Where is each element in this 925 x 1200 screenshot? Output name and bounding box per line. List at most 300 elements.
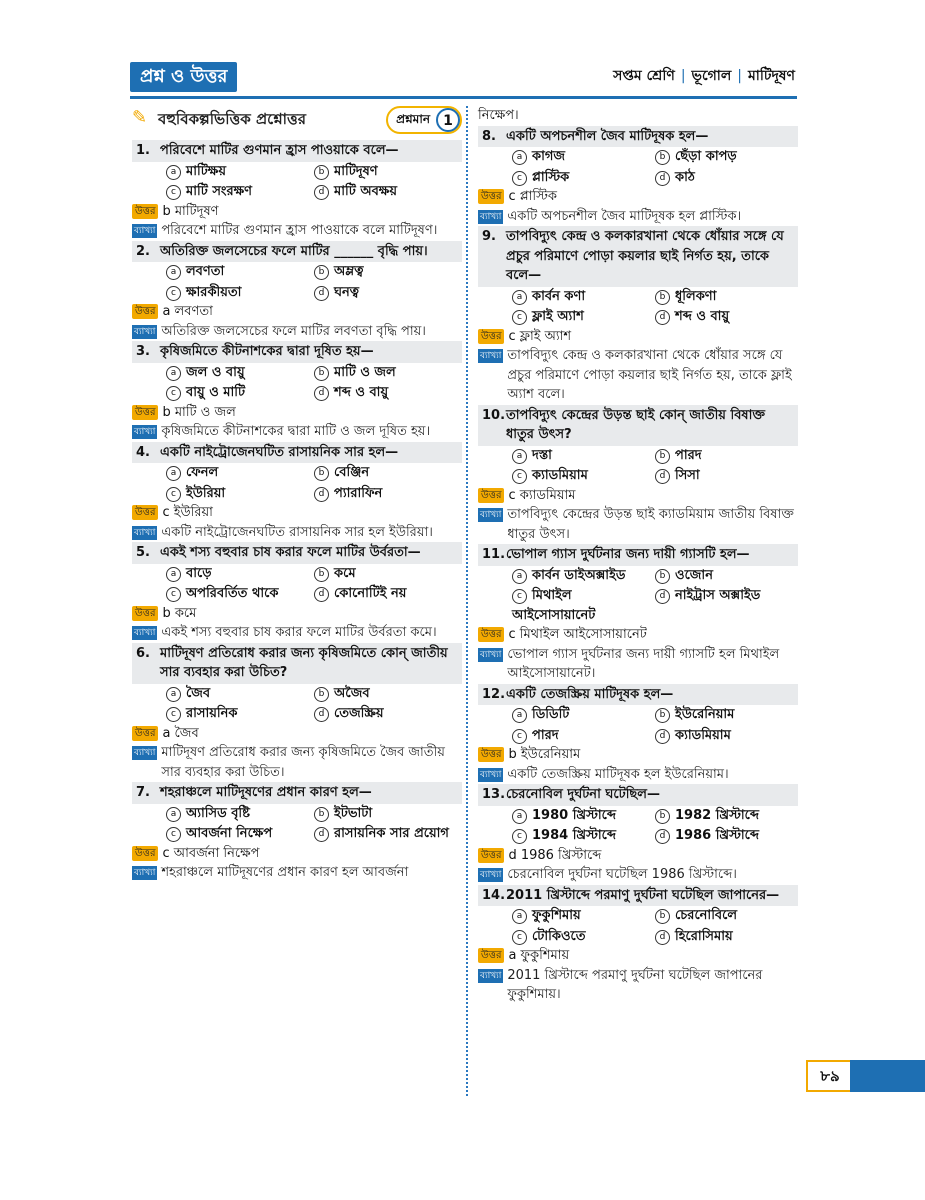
option-text: ক্যাডমিয়াম: [532, 468, 588, 483]
option: [166, 824, 314, 844]
option-letter: d: [655, 171, 670, 186]
option: [166, 262, 314, 282]
question-text: মাটিদূষণ প্রতিরোধ করার জন্য কৃষিজমিতে কোন্ জাতীয় সার ব্যবহার করা উচিত?: [160, 645, 448, 680]
explanation-row: [478, 765, 798, 785]
question-text-row: [132, 341, 462, 363]
answer-badge: উত্তর: [478, 627, 504, 642]
question-number: 12.: [482, 686, 506, 702]
answer-row: [132, 604, 462, 624]
option-letter: c: [166, 386, 181, 401]
explanation-text: পরিবেশে মাটির গুণমান হ্রাস পাওয়াকে বলে মাটিদূষণ।: [161, 223, 438, 238]
option-letter: d: [314, 185, 329, 200]
option: [166, 182, 314, 202]
option: [314, 804, 462, 824]
option-text: দস্তা: [532, 447, 552, 463]
explanation-row: [132, 623, 462, 643]
option-text: ইটভাটা: [334, 805, 373, 821]
question-text: তাপবিদ্যুৎ কেন্দ্রের উড়ন্ত ছাই কোন্ জাতীয় বিষাক্ত ধাতুর উৎস?: [506, 407, 765, 442]
option-letter: a: [512, 150, 527, 165]
option-text: ফেনল: [186, 465, 219, 480]
option: [655, 927, 798, 947]
question-text-row: [132, 140, 462, 162]
option: [512, 446, 655, 466]
question-item: [478, 126, 798, 227]
answer-row: [478, 187, 798, 207]
question-text: অতিরিক্ত জলসেচের ফলে মাটির ______ বৃদ্ধি পায়।: [160, 243, 428, 259]
question-item: [132, 643, 462, 783]
option-text: ফুকুশিমায়: [532, 908, 581, 923]
option-text: ক্ষারকীয়তা: [186, 284, 242, 300]
question-number: 5.: [136, 545, 150, 560]
option-text: জৈব: [186, 685, 211, 701]
question-text-row: [132, 782, 462, 804]
option: [512, 906, 655, 926]
answer-row: [478, 846, 798, 866]
explanation-badge: ব্যাখ্যা: [134, 527, 156, 538]
carry-over-text: নিক্ষেপ।: [478, 108, 519, 123]
question-text: পরিবেশে মাটির গুণমান হ্রাস পাওয়াকে বলে—: [160, 143, 399, 158]
option-letter: c: [166, 487, 181, 502]
option-text: অপরিবর্তিত থাকে: [186, 586, 279, 601]
option: [512, 168, 655, 188]
option-text: জল ও বায়ু: [186, 364, 245, 380]
option-text: অম্লত্ব: [334, 264, 364, 279]
marks-number: 1: [436, 108, 460, 132]
option-text: ক্যাডমিয়াম: [675, 727, 731, 743]
explanation-text: শহরাঞ্চলে মাটিদূষণের প্রধান কারণ হল আবর্জনা: [161, 865, 409, 880]
option: [512, 927, 655, 947]
question-text: একটি নাইট্রোজেনঘটিত রাসায়নিক সার হল—: [160, 444, 399, 460]
explanation-badge: ব্যাখ্যা: [480, 649, 502, 660]
explanation-row: [132, 422, 462, 442]
question-text: একটি অপচনশীল জৈব মাটিদূষক হল—: [506, 128, 709, 144]
option-letter: b: [655, 290, 670, 305]
option-letter: a: [166, 466, 181, 481]
explanation-text: একটি অপচনশীল জৈব মাটিদূষক হল প্লাস্টিক।: [507, 208, 742, 224]
option-letter: c: [512, 589, 527, 604]
option: [166, 684, 314, 704]
answer-text: b মাটিদূষণ: [162, 203, 219, 219]
question-item: [132, 341, 462, 442]
option-letter: c: [512, 310, 527, 325]
explanation-row: [132, 322, 462, 342]
explanation-badge: ব্যাখ্যা: [134, 427, 156, 437]
option-letter: a: [166, 687, 181, 702]
section-title: বহুবিকল্পভিত্তিক প্রশ্নোত্তর: [158, 110, 306, 129]
option-text: লবণতা: [186, 264, 225, 279]
explanation-badge: ব্যাখ্যা: [480, 970, 502, 981]
option-letter: d: [655, 589, 670, 604]
answer-text: a ফুকুশিমায়: [508, 948, 570, 963]
option-letter: c: [512, 829, 527, 844]
option-text: সিসা: [675, 468, 700, 483]
option-text: তেজস্ক্রিয়: [334, 706, 384, 721]
question-item: [478, 226, 798, 405]
options-grid: [478, 446, 798, 486]
question-text-row: [132, 442, 462, 464]
breadcrumb-separator: |: [680, 68, 686, 84]
question-number: 9.: [482, 229, 496, 244]
breadcrumb-separator: |: [737, 68, 742, 84]
explanation-row: [478, 505, 798, 544]
option: [314, 363, 462, 383]
option: [512, 726, 655, 746]
option: [655, 705, 798, 725]
option-letter: c: [512, 171, 527, 186]
explanation-text: একই শস্য বহুবার চাষ করার ফলে মাটির উর্বরতা কমে।: [161, 625, 437, 640]
option: [314, 684, 462, 704]
question-text-row: [478, 126, 798, 148]
option-text: কার্বন কণা: [532, 288, 586, 304]
option: [512, 307, 655, 327]
option-text: ডিডিটি: [532, 707, 570, 722]
option-text: ঘনত্ব: [334, 284, 360, 300]
option: [314, 704, 462, 724]
option: [655, 466, 798, 486]
option-text: ইউরেনিয়াম: [675, 707, 735, 722]
option-letter: c: [166, 827, 181, 842]
question-item: [132, 782, 462, 883]
question-item: [478, 784, 798, 885]
option-text: বাড়ে: [186, 565, 212, 581]
option-text: 1984 খ্রিস্টাব্দে: [532, 828, 617, 843]
option: [512, 147, 655, 167]
question-number: 2.: [136, 243, 150, 259]
answer-badge: উত্তর: [478, 848, 504, 863]
option-letter: b: [655, 569, 670, 584]
explanation-text: 2011 খ্রিস্টাব্দে পরমাণু দুর্ঘটনা ঘটেছিল জাপানের ফুকুশিমায়।: [507, 967, 763, 1002]
option-text: কোনোটিই নয়: [334, 586, 407, 601]
option: [314, 283, 462, 303]
answer-row: [132, 724, 462, 744]
explanation-badge: ব্যাখ্যা: [134, 628, 156, 638]
option-text: বেঞ্জিন: [334, 465, 370, 480]
option-letter: a: [166, 165, 181, 180]
option: [166, 463, 314, 483]
breadcrumb: [613, 64, 795, 88]
explanation-text: মাটিদূষণ প্রতিরোধ করার জন্য কৃষিজমিতে জৈব জাতীয় সার ব্যবহার করা উচিত।: [161, 745, 445, 780]
answer-row: [478, 745, 798, 765]
breadcrumb-chapter: মাটিদূষণ: [747, 68, 795, 84]
option-letter: d: [655, 469, 670, 484]
answer-row: [132, 202, 462, 222]
question-text: 2011 খ্রিস্টাব্দে পরমাণু দুর্ঘটনা ঘটেছিল জাপানের—: [506, 887, 780, 903]
pen-icon: ✎: [132, 107, 148, 128]
answer-badge: উত্তর: [478, 747, 504, 762]
option-text: পারদ: [675, 447, 702, 463]
option-letter: d: [655, 930, 670, 945]
answer-text: c আবর্জনা নিক্ষেপ: [162, 845, 260, 861]
option-text: মাটিদূষণ: [334, 163, 378, 179]
question-item: [132, 542, 462, 643]
answer-badge: উত্তর: [478, 329, 504, 344]
option-letter: a: [512, 569, 527, 584]
option: [512, 705, 655, 725]
option-text: প্লাস্টিক: [532, 169, 570, 185]
option-text: বায়ু ও মাটি: [186, 385, 246, 400]
question-text-row: [478, 684, 798, 706]
option: [655, 726, 798, 746]
option-letter: b: [314, 466, 329, 481]
option: [314, 182, 462, 202]
answer-badge: উত্তর: [132, 846, 158, 861]
page-corner-bar: [850, 1060, 925, 1092]
option-letter: a: [512, 809, 527, 824]
option: [512, 466, 655, 486]
option-text: নাইট্রাস অক্সাইড: [675, 588, 761, 603]
question-text-row: [132, 643, 462, 684]
option: [655, 287, 798, 307]
explanation-row: [132, 221, 462, 241]
section-header: [132, 106, 462, 134]
option-letter: b: [655, 909, 670, 924]
option-letter: d: [314, 286, 329, 301]
question-text: চেরনোবিল দুর্ঘটনা ঘটেছিল—: [506, 787, 660, 802]
explanation-text: অতিরিক্ত জলসেচের ফলে মাটির লবণতা বৃদ্ধি পায়।: [161, 323, 426, 339]
question-number: 4.: [136, 444, 150, 460]
options-grid: [478, 287, 798, 327]
answer-badge: উত্তর: [132, 204, 158, 219]
question-text: শহরাঞ্চলে মাটিদূষণের প্রধান কারণ হল—: [160, 785, 372, 800]
explanation-badge: ব্যাখ্যা: [134, 748, 156, 758]
answer-badge: উত্তর: [478, 488, 504, 503]
answer-text: c ফ্লাই অ্যাশ: [508, 328, 572, 344]
option: [655, 446, 798, 466]
question-number: 3.: [136, 344, 150, 359]
option-text: ধূলিকণা: [675, 288, 717, 304]
option-text: মাটি ও জল: [334, 364, 396, 380]
option-text: ওজোন: [675, 567, 713, 583]
option-letter: c: [512, 469, 527, 484]
answer-badge: উত্তর: [132, 405, 158, 420]
option: [314, 383, 462, 403]
answer-row: [478, 327, 798, 347]
explanation-badge: ব্যাখ্যা: [480, 870, 502, 880]
explanation-text: চেরনোবিল দুর্ঘটনা ঘটেছিল 1986 খ্রিস্টাব্দে।: [507, 867, 737, 882]
option-letter: b: [314, 687, 329, 702]
option-letter: d: [314, 587, 329, 602]
option: [655, 566, 798, 586]
option: [655, 906, 798, 926]
option-letter: a: [166, 265, 181, 280]
question-number: 7.: [136, 785, 150, 800]
answer-badge: উত্তর: [132, 505, 158, 520]
marks-pill: [386, 106, 462, 134]
option-letter: a: [512, 909, 527, 924]
option-letter: d: [314, 386, 329, 401]
option-text: 1982 খ্রিস্টাব্দে: [675, 807, 760, 823]
option-letter: c: [166, 286, 181, 301]
answer-badge: উত্তর: [132, 726, 158, 741]
answer-badge: উত্তর: [132, 606, 158, 621]
option-letter: a: [512, 708, 527, 723]
option-letter: c: [512, 729, 527, 744]
option-text: কার্বন ডাইঅক্সাইড: [532, 567, 626, 583]
explanation-row: [132, 523, 462, 543]
option: [512, 287, 655, 307]
marks-label: প্রশ্নমান: [396, 112, 430, 127]
question-text-row: [478, 226, 798, 287]
option-letter: b: [314, 265, 329, 280]
option: [166, 704, 314, 724]
option: [314, 564, 462, 584]
option-letter: d: [314, 707, 329, 722]
options-grid: [132, 363, 462, 403]
question-number: 13.: [482, 787, 506, 802]
answer-text: c ক্যাডমিয়াম: [508, 487, 576, 503]
option-text: রাসায়নিক সার প্রয়োগ: [334, 826, 449, 841]
option-text: 1986 খ্রিস্টাব্দে: [675, 828, 760, 843]
option-text: ছেঁড়া কাপড়: [675, 149, 737, 164]
explanation-row: [132, 743, 462, 782]
explanation-row: [478, 966, 798, 1005]
option-text: ইউরিয়া: [186, 485, 226, 501]
option-letter: b: [314, 567, 329, 582]
question-number: 6.: [136, 645, 150, 661]
option-letter: a: [166, 807, 181, 822]
option-letter: b: [314, 366, 329, 381]
explanation-row: [132, 863, 462, 883]
option-letter: d: [655, 729, 670, 744]
option: [166, 584, 314, 604]
options-grid: [478, 906, 798, 946]
option: [314, 162, 462, 182]
option-text: মিথাইল আইসোসায়ানেট: [512, 588, 596, 623]
question-number: 10.: [482, 407, 506, 423]
answer-row: [132, 403, 462, 423]
option-letter: b: [655, 809, 670, 824]
explanation-text: তাপবিদ্যুৎ কেন্দ্রের উড়ন্ত ছাই ক্যাডমিয়াম জাতীয় বিষাক্ত ধাতুর উৎস।: [507, 507, 794, 542]
option: [655, 168, 798, 188]
option: [655, 307, 798, 327]
option-text: 1980 খ্রিস্টাব্দে: [532, 807, 617, 823]
options-grid: [132, 262, 462, 302]
answer-row: [478, 625, 798, 645]
option: [166, 363, 314, 383]
options-grid: [132, 463, 462, 503]
option-text: কাঠ: [675, 169, 695, 185]
options-grid: [478, 806, 798, 846]
explanation-row: [478, 207, 798, 227]
option: [166, 484, 314, 504]
explanation-row: [478, 346, 798, 405]
option-text: মাটিক্ষয়: [186, 163, 226, 179]
option-letter: a: [512, 290, 527, 305]
explanation-badge: ব্যাখ্যা: [480, 351, 502, 361]
page-number: ৮৯: [806, 1060, 854, 1092]
question-item: [478, 405, 798, 545]
option: [314, 584, 462, 604]
option-text: মাটি অবক্ষয়: [334, 184, 398, 199]
option: [166, 564, 314, 584]
option-letter: a: [166, 366, 181, 381]
option-text: পারদ: [532, 727, 559, 743]
option-letter: a: [166, 567, 181, 582]
option-text: রাসায়নিক: [186, 706, 238, 721]
option: [512, 566, 655, 586]
option-letter: d: [314, 487, 329, 502]
question-number: 1.: [136, 143, 150, 158]
page-tag: প্রশ্ন ও উত্তর: [130, 62, 237, 92]
answer-badge: উত্তর: [478, 189, 504, 204]
option: [512, 586, 655, 625]
option-text: মাটি সংরক্ষণ: [186, 184, 253, 199]
option-letter: d: [655, 310, 670, 325]
question-item: [132, 241, 462, 342]
option-letter: b: [655, 449, 670, 464]
answer-badge: উত্তর: [478, 948, 504, 963]
question-text: কৃষিজমিতে কীটনাশকের দ্বারা দূষিত হয়—: [160, 344, 374, 359]
question-text-row: [478, 405, 798, 446]
option-letter: d: [655, 829, 670, 844]
option-text: কাগজ: [532, 149, 566, 164]
explanation-badge: ব্যাখ্যা: [134, 226, 156, 236]
option-text: চেরনোবিলে: [675, 908, 738, 923]
option-text: ফ্লাই অ্যাশ: [532, 309, 584, 324]
option: [166, 804, 314, 824]
answer-text: c মিথাইল আইসোসায়ানেট: [508, 627, 647, 642]
option-text: টোকিওতে: [532, 928, 586, 944]
column-divider: [466, 106, 468, 1096]
answer-row: [132, 302, 462, 322]
answer-text: b মাটি ও জল: [162, 404, 236, 420]
option-text: প্যারাফিন: [334, 485, 383, 501]
option-text: হিরোসিমায়: [675, 928, 733, 944]
answer-row: [132, 844, 462, 864]
option-text: শব্দ ও বায়ু: [334, 385, 389, 400]
option: [655, 806, 798, 826]
question-number: 11.: [482, 547, 506, 562]
breadcrumb-subject: ভূগোল: [691, 68, 732, 84]
answer-text: c ইউরিয়া: [162, 505, 213, 520]
question-item: [132, 442, 462, 543]
answer-text: a লবণতা: [162, 304, 213, 319]
question-number: 14.: [482, 887, 506, 903]
option-letter: b: [314, 807, 329, 822]
answer-text: b কমে: [162, 605, 197, 621]
question-list: [478, 126, 798, 1005]
option: [655, 147, 798, 167]
option-letter: c: [166, 587, 181, 602]
option-letter: c: [166, 707, 181, 722]
breadcrumb-class: সপ্তম শ্রেণি: [613, 68, 675, 84]
question-list: [132, 140, 462, 883]
option: [166, 383, 314, 403]
options-grid: [132, 162, 462, 202]
options-grid: [132, 804, 462, 844]
option: [655, 826, 798, 846]
option-letter: b: [314, 165, 329, 180]
explanation-row: [478, 865, 798, 885]
question-item: [478, 885, 798, 1005]
options-grid: [132, 684, 462, 724]
option: [314, 824, 462, 844]
option: [512, 826, 655, 846]
question-text-row: [478, 784, 798, 806]
explanation-text: কৃষিজমিতে কীটনাশকের দ্বারা মাটি ও জল দূষিত হয়।: [161, 424, 431, 439]
option: [166, 283, 314, 303]
explanation-text: একটি নাইট্রোজেনঘটিত রাসায়নিক সার হল ইউরিয়া।: [161, 524, 433, 540]
answer-row: [478, 946, 798, 966]
question-text: তাপবিদ্যুৎ কেন্দ্র ও কলকারখানা থেকে ধোঁয়ার সঙ্গে যে প্রচুর পরিমাণে পোড়া কয়লার ছাই নির্গত হয়, তাকে বলে—: [506, 229, 784, 283]
option: [314, 262, 462, 282]
explanation-badge: ব্যাখ্যা: [480, 769, 502, 780]
header-rule: [130, 96, 797, 99]
options-grid: [478, 566, 798, 626]
option-text: শব্দ ও বায়ু: [675, 309, 730, 324]
question-text-row: [478, 885, 798, 907]
option-letter: b: [655, 708, 670, 723]
